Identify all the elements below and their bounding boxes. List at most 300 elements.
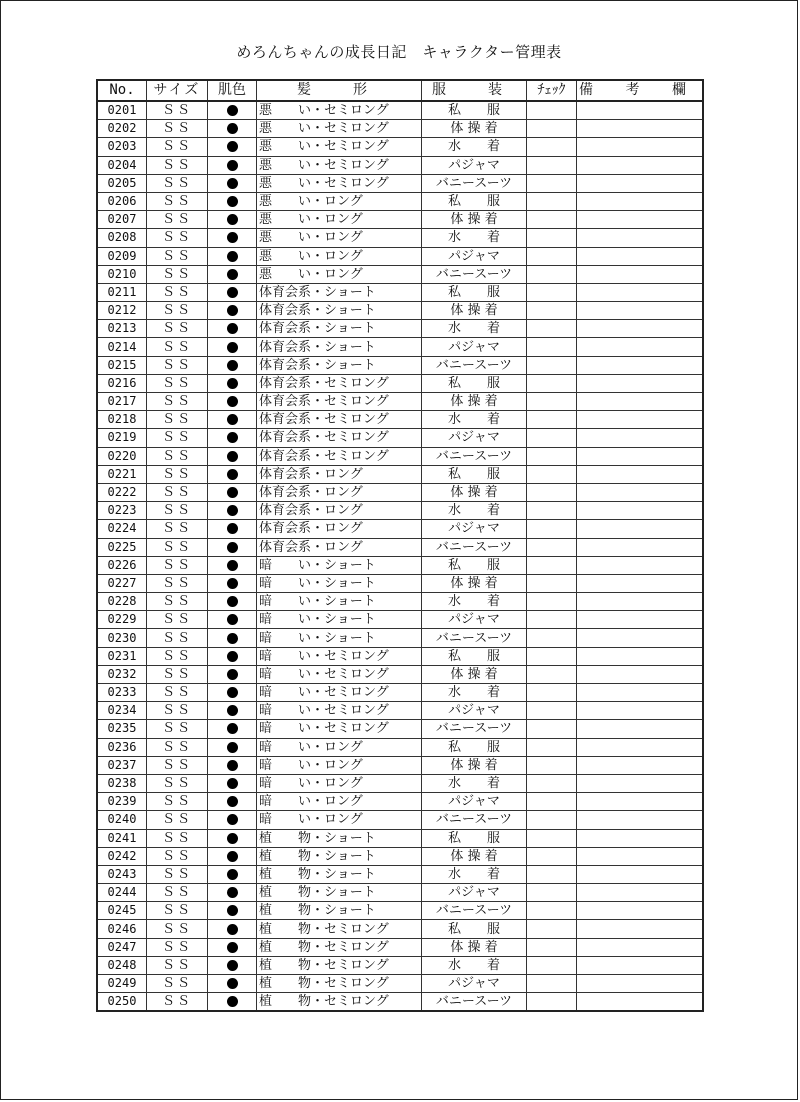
- row-hairstyle: 暗 い・ショート: [257, 574, 422, 592]
- row-clothes: バニースーツ: [422, 538, 527, 556]
- row-notes-cell[interactable]: [577, 811, 704, 829]
- row-number: 0233: [97, 684, 147, 702]
- table-row: [97, 993, 703, 1012]
- row-size: ＳＳ: [147, 993, 208, 1012]
- row-check-cell[interactable]: [527, 483, 577, 501]
- table-row: [97, 302, 703, 320]
- table-row: [97, 283, 703, 301]
- row-notes-cell[interactable]: [577, 665, 704, 683]
- row-notes-cell[interactable]: [577, 629, 704, 647]
- filled-circle-icon: [227, 469, 238, 480]
- row-check-cell[interactable]: [527, 702, 577, 720]
- row-skin: [208, 538, 257, 556]
- row-size: ＳＳ: [147, 356, 208, 374]
- table-row: [97, 520, 703, 538]
- row-notes-cell[interactable]: [577, 920, 704, 938]
- row-size: ＳＳ: [147, 393, 208, 411]
- row-number: 0250: [97, 993, 147, 1012]
- filled-circle-icon: [227, 651, 238, 662]
- row-notes-cell[interactable]: [577, 138, 704, 156]
- row-number: 0218: [97, 411, 147, 429]
- row-notes-cell[interactable]: [577, 374, 704, 392]
- row-hairstyle: 悪 い・ロング: [257, 192, 422, 210]
- row-skin: [208, 411, 257, 429]
- row-size: ＳＳ: [147, 884, 208, 902]
- row-notes-cell[interactable]: [577, 120, 704, 138]
- filled-circle-icon: [227, 669, 238, 680]
- filled-circle-icon: [227, 414, 238, 425]
- row-hairstyle: 暗 い・ロング: [257, 811, 422, 829]
- row-skin: [208, 338, 257, 356]
- filled-circle-icon: [227, 123, 238, 134]
- row-clothes: パジャマ: [422, 884, 527, 902]
- row-check-cell[interactable]: [527, 629, 577, 647]
- row-check-cell[interactable]: [527, 538, 577, 556]
- row-clothes: パジャマ: [422, 975, 527, 993]
- row-check-cell[interactable]: [527, 865, 577, 883]
- row-number: 0224: [97, 520, 147, 538]
- filled-circle-icon: [227, 978, 238, 989]
- row-check-cell[interactable]: [527, 574, 577, 592]
- row-check-cell[interactable]: [527, 156, 577, 174]
- row-notes-cell[interactable]: [577, 338, 704, 356]
- row-notes-cell[interactable]: [577, 611, 704, 629]
- row-check-cell[interactable]: [527, 593, 577, 611]
- row-clothes: パジャマ: [422, 247, 527, 265]
- filled-circle-icon: [227, 523, 238, 534]
- row-notes-cell[interactable]: [577, 247, 704, 265]
- row-size: ＳＳ: [147, 956, 208, 974]
- row-check-cell[interactable]: [527, 229, 577, 247]
- row-skin: [208, 211, 257, 229]
- filled-circle-icon: [227, 560, 238, 571]
- table-row: [97, 356, 703, 374]
- row-skin: [208, 320, 257, 338]
- row-notes-cell[interactable]: [577, 738, 704, 756]
- row-number: 0221: [97, 465, 147, 483]
- row-hairstyle: 植 物・ショート: [257, 902, 422, 920]
- table-header-row: [97, 80, 703, 101]
- row-check-cell[interactable]: [527, 101, 577, 120]
- row-notes-cell[interactable]: [577, 684, 704, 702]
- row-skin: [208, 865, 257, 883]
- row-clothes: 私 服: [422, 647, 527, 665]
- row-number: 0237: [97, 756, 147, 774]
- header-notes: 備 考 欄: [577, 80, 704, 101]
- row-hairstyle: 悪 い・セミロング: [257, 101, 422, 120]
- row-number: 0234: [97, 702, 147, 720]
- filled-circle-icon: [227, 851, 238, 862]
- row-notes-cell[interactable]: [577, 502, 704, 520]
- row-clothes: 私 服: [422, 374, 527, 392]
- row-check-cell[interactable]: [527, 665, 577, 683]
- row-clothes: 私 服: [422, 283, 527, 301]
- table-row: [97, 938, 703, 956]
- row-skin: [208, 611, 257, 629]
- row-hairstyle: 悪 い・ロング: [257, 211, 422, 229]
- row-check-cell[interactable]: [527, 774, 577, 792]
- row-hairstyle: 体育会系・ショート: [257, 283, 422, 301]
- row-number: 0236: [97, 738, 147, 756]
- row-check-cell[interactable]: [527, 393, 577, 411]
- row-number: 0201: [97, 101, 147, 120]
- row-check-cell[interactable]: [527, 611, 577, 629]
- table-row: [97, 192, 703, 210]
- row-size: ＳＳ: [147, 793, 208, 811]
- filled-circle-icon: [227, 596, 238, 607]
- row-size: ＳＳ: [147, 101, 208, 120]
- row-check-cell[interactable]: [527, 120, 577, 138]
- row-notes-cell[interactable]: [577, 320, 704, 338]
- row-hairstyle: 悪 い・ロング: [257, 247, 422, 265]
- row-hairstyle: 植 物・セミロング: [257, 938, 422, 956]
- row-hairstyle: 植 物・ショート: [257, 847, 422, 865]
- row-skin: [208, 138, 257, 156]
- row-size: ＳＳ: [147, 611, 208, 629]
- row-notes-cell[interactable]: [577, 211, 704, 229]
- row-check-cell[interactable]: [527, 829, 577, 847]
- row-check-cell[interactable]: [527, 720, 577, 738]
- header-check: ﾁｪｯｸ: [527, 80, 577, 101]
- row-size: ＳＳ: [147, 138, 208, 156]
- row-notes-cell[interactable]: [577, 574, 704, 592]
- row-hairstyle: 体育会系・セミロング: [257, 411, 422, 429]
- row-skin: [208, 429, 257, 447]
- row-size: ＳＳ: [147, 174, 208, 192]
- row-check-cell[interactable]: [527, 374, 577, 392]
- row-number: 0217: [97, 393, 147, 411]
- row-clothes: 水 着: [422, 229, 527, 247]
- row-number: 0209: [97, 247, 147, 265]
- row-skin: [208, 920, 257, 938]
- row-size: ＳＳ: [147, 265, 208, 283]
- row-number: 0230: [97, 629, 147, 647]
- row-check-cell[interactable]: [527, 211, 577, 229]
- row-check-cell[interactable]: [527, 684, 577, 702]
- row-notes-cell[interactable]: [577, 865, 704, 883]
- row-hairstyle: 植 物・ショート: [257, 865, 422, 883]
- row-check-cell[interactable]: [527, 756, 577, 774]
- row-size: ＳＳ: [147, 847, 208, 865]
- row-notes-cell[interactable]: [577, 993, 704, 1012]
- row-check-cell[interactable]: [527, 302, 577, 320]
- row-check-cell[interactable]: [527, 920, 577, 938]
- filled-circle-icon: [227, 905, 238, 916]
- row-check-cell[interactable]: [527, 192, 577, 210]
- row-notes-cell[interactable]: [577, 702, 704, 720]
- row-size: ＳＳ: [147, 338, 208, 356]
- row-check-cell[interactable]: [527, 247, 577, 265]
- row-clothes: 水 着: [422, 684, 527, 702]
- row-size: ＳＳ: [147, 465, 208, 483]
- filled-circle-icon: [227, 833, 238, 844]
- row-size: ＳＳ: [147, 538, 208, 556]
- row-notes-cell[interactable]: [577, 156, 704, 174]
- row-check-cell[interactable]: [527, 138, 577, 156]
- row-hairstyle: 植 物・ショート: [257, 829, 422, 847]
- row-size: ＳＳ: [147, 211, 208, 229]
- filled-circle-icon: [227, 869, 238, 880]
- row-size: ＳＳ: [147, 229, 208, 247]
- row-clothes: 水 着: [422, 320, 527, 338]
- row-size: ＳＳ: [147, 756, 208, 774]
- row-hairstyle: 体育会系・ショート: [257, 356, 422, 374]
- row-check-cell[interactable]: [527, 338, 577, 356]
- row-number: 0220: [97, 447, 147, 465]
- header-hair: 髪 形: [257, 80, 422, 101]
- row-hairstyle: 体育会系・ロング: [257, 465, 422, 483]
- row-notes-cell[interactable]: [577, 793, 704, 811]
- row-notes-cell[interactable]: [577, 174, 704, 192]
- row-number: 0204: [97, 156, 147, 174]
- filled-circle-icon: [227, 487, 238, 498]
- row-number: 0248: [97, 956, 147, 974]
- table-row: [97, 629, 703, 647]
- row-notes-cell[interactable]: [577, 302, 704, 320]
- row-size: ＳＳ: [147, 374, 208, 392]
- row-size: ＳＳ: [147, 302, 208, 320]
- row-check-cell[interactable]: [527, 738, 577, 756]
- row-check-cell[interactable]: [527, 811, 577, 829]
- row-notes-cell[interactable]: [577, 902, 704, 920]
- table-row: [97, 593, 703, 611]
- row-skin: [208, 702, 257, 720]
- row-clothes: 水 着: [422, 138, 527, 156]
- row-number: 0231: [97, 647, 147, 665]
- row-clothes: 体 操 着: [422, 211, 527, 229]
- filled-circle-icon: [227, 796, 238, 807]
- row-check-cell[interactable]: [527, 938, 577, 956]
- row-size: ＳＳ: [147, 574, 208, 592]
- row-notes-cell[interactable]: [577, 283, 704, 301]
- table-row: [97, 411, 703, 429]
- row-check-cell[interactable]: [527, 502, 577, 520]
- table-row: [97, 538, 703, 556]
- row-notes-cell[interactable]: [577, 847, 704, 865]
- row-size: ＳＳ: [147, 720, 208, 738]
- row-notes-cell[interactable]: [577, 101, 704, 120]
- table-row: [97, 611, 703, 629]
- row-clothes: パジャマ: [422, 520, 527, 538]
- row-clothes: パジャマ: [422, 429, 527, 447]
- row-skin: [208, 884, 257, 902]
- filled-circle-icon: [227, 178, 238, 189]
- row-size: ＳＳ: [147, 902, 208, 920]
- row-check-cell[interactable]: [527, 520, 577, 538]
- row-notes-cell[interactable]: [577, 756, 704, 774]
- row-size: ＳＳ: [147, 865, 208, 883]
- row-clothes: パジャマ: [422, 793, 527, 811]
- row-hairstyle: 悪 い・セミロング: [257, 174, 422, 192]
- row-skin: [208, 302, 257, 320]
- row-check-cell[interactable]: [527, 647, 577, 665]
- table-row: [97, 265, 703, 283]
- row-check-cell[interactable]: [527, 975, 577, 993]
- row-hairstyle: 体育会系・セミロング: [257, 429, 422, 447]
- row-skin: [208, 520, 257, 538]
- row-hairstyle: 体育会系・ショート: [257, 320, 422, 338]
- row-number: 0213: [97, 320, 147, 338]
- row-skin: [208, 793, 257, 811]
- row-skin: [208, 247, 257, 265]
- filled-circle-icon: [227, 542, 238, 553]
- row-size: ＳＳ: [147, 320, 208, 338]
- row-notes-cell[interactable]: [577, 938, 704, 956]
- row-notes-cell[interactable]: [577, 647, 704, 665]
- filled-circle-icon: [227, 451, 238, 462]
- row-skin: [208, 120, 257, 138]
- filled-circle-icon: [227, 323, 238, 334]
- row-notes-cell[interactable]: [577, 447, 704, 465]
- row-skin: [208, 174, 257, 192]
- row-check-cell[interactable]: [527, 847, 577, 865]
- table-row: [97, 556, 703, 574]
- filled-circle-icon: [227, 232, 238, 243]
- filled-circle-icon: [227, 633, 238, 644]
- row-check-cell[interactable]: [527, 956, 577, 974]
- row-number: 0227: [97, 574, 147, 592]
- row-number: 0225: [97, 538, 147, 556]
- row-skin: [208, 374, 257, 392]
- row-clothes: バニースーツ: [422, 993, 527, 1012]
- row-number: 0246: [97, 920, 147, 938]
- filled-circle-icon: [227, 396, 238, 407]
- row-check-cell[interactable]: [527, 283, 577, 301]
- row-clothes: 私 服: [422, 556, 527, 574]
- row-notes-cell[interactable]: [577, 356, 704, 374]
- row-hairstyle: 暗 い・セミロング: [257, 684, 422, 702]
- row-notes-cell[interactable]: [577, 429, 704, 447]
- row-clothes: バニースーツ: [422, 720, 527, 738]
- row-check-cell[interactable]: [527, 884, 577, 902]
- row-notes-cell[interactable]: [577, 956, 704, 974]
- row-notes-cell[interactable]: [577, 774, 704, 792]
- row-check-cell[interactable]: [527, 902, 577, 920]
- row-number: 0239: [97, 793, 147, 811]
- row-skin: [208, 502, 257, 520]
- row-notes-cell[interactable]: [577, 884, 704, 902]
- filled-circle-icon: [227, 378, 238, 389]
- row-notes-cell[interactable]: [577, 829, 704, 847]
- row-notes-cell[interactable]: [577, 393, 704, 411]
- row-check-cell[interactable]: [527, 265, 577, 283]
- row-clothes: 体 操 着: [422, 393, 527, 411]
- row-notes-cell[interactable]: [577, 229, 704, 247]
- filled-circle-icon: [227, 996, 238, 1007]
- row-skin: [208, 847, 257, 865]
- row-hairstyle: 植 物・セミロング: [257, 975, 422, 993]
- row-check-cell[interactable]: [527, 429, 577, 447]
- header-skin: 肌色: [208, 80, 257, 101]
- row-skin: [208, 938, 257, 956]
- row-notes-cell[interactable]: [577, 975, 704, 993]
- table-row: [97, 702, 703, 720]
- row-skin: [208, 629, 257, 647]
- row-clothes: 水 着: [422, 502, 527, 520]
- table-row: [97, 756, 703, 774]
- row-size: ＳＳ: [147, 702, 208, 720]
- row-notes-cell[interactable]: [577, 265, 704, 283]
- filled-circle-icon: [227, 505, 238, 516]
- row-notes-cell[interactable]: [577, 593, 704, 611]
- row-check-cell[interactable]: [527, 356, 577, 374]
- row-number: 0240: [97, 811, 147, 829]
- row-notes-cell[interactable]: [577, 192, 704, 210]
- table-row: [97, 574, 703, 592]
- row-clothes: 体 操 着: [422, 665, 527, 683]
- table-row: [97, 338, 703, 356]
- row-check-cell[interactable]: [527, 993, 577, 1012]
- row-skin: [208, 229, 257, 247]
- row-skin: [208, 774, 257, 792]
- row-check-cell[interactable]: [527, 465, 577, 483]
- row-check-cell[interactable]: [527, 793, 577, 811]
- row-check-cell[interactable]: [527, 174, 577, 192]
- row-clothes: パジャマ: [422, 702, 527, 720]
- filled-circle-icon: [227, 742, 238, 753]
- row-check-cell[interactable]: [527, 320, 577, 338]
- table-row: [97, 793, 703, 811]
- page-title: めろんちゃんの成長日記 キャラクター管理表: [236, 43, 562, 61]
- row-notes-cell[interactable]: [577, 483, 704, 501]
- row-notes-cell[interactable]: [577, 556, 704, 574]
- row-hairstyle: 暗 い・セミロング: [257, 665, 422, 683]
- row-skin: [208, 556, 257, 574]
- row-size: ＳＳ: [147, 556, 208, 574]
- row-notes-cell[interactable]: [577, 538, 704, 556]
- row-check-cell[interactable]: [527, 447, 577, 465]
- row-hairstyle: 暗 い・ロング: [257, 793, 422, 811]
- filled-circle-icon: [227, 942, 238, 953]
- table-row: [97, 320, 703, 338]
- row-clothes: 水 着: [422, 593, 527, 611]
- row-skin: [208, 720, 257, 738]
- row-check-cell[interactable]: [527, 556, 577, 574]
- row-number: 0241: [97, 829, 147, 847]
- row-number: 0208: [97, 229, 147, 247]
- table-row: [97, 174, 703, 192]
- row-size: ＳＳ: [147, 647, 208, 665]
- table-row: [97, 920, 703, 938]
- row-notes-cell[interactable]: [577, 465, 704, 483]
- row-check-cell[interactable]: [527, 411, 577, 429]
- filled-circle-icon: [227, 269, 238, 280]
- row-number: 0238: [97, 774, 147, 792]
- row-skin: [208, 665, 257, 683]
- row-notes-cell[interactable]: [577, 411, 704, 429]
- row-size: ＳＳ: [147, 738, 208, 756]
- row-clothes: パジャマ: [422, 338, 527, 356]
- row-notes-cell[interactable]: [577, 520, 704, 538]
- row-number: 0235: [97, 720, 147, 738]
- filled-circle-icon: [227, 760, 238, 771]
- row-number: 0247: [97, 938, 147, 956]
- row-skin: [208, 975, 257, 993]
- row-number: 0211: [97, 283, 147, 301]
- row-size: ＳＳ: [147, 920, 208, 938]
- row-size: ＳＳ: [147, 283, 208, 301]
- filled-circle-icon: [227, 723, 238, 734]
- row-skin: [208, 393, 257, 411]
- row-notes-cell[interactable]: [577, 720, 704, 738]
- row-number: 0214: [97, 338, 147, 356]
- row-skin: [208, 647, 257, 665]
- row-hairstyle: 植 物・セミロング: [257, 920, 422, 938]
- row-skin: [208, 574, 257, 592]
- character-management-table: [96, 79, 704, 1012]
- row-size: ＳＳ: [147, 629, 208, 647]
- row-skin: [208, 756, 257, 774]
